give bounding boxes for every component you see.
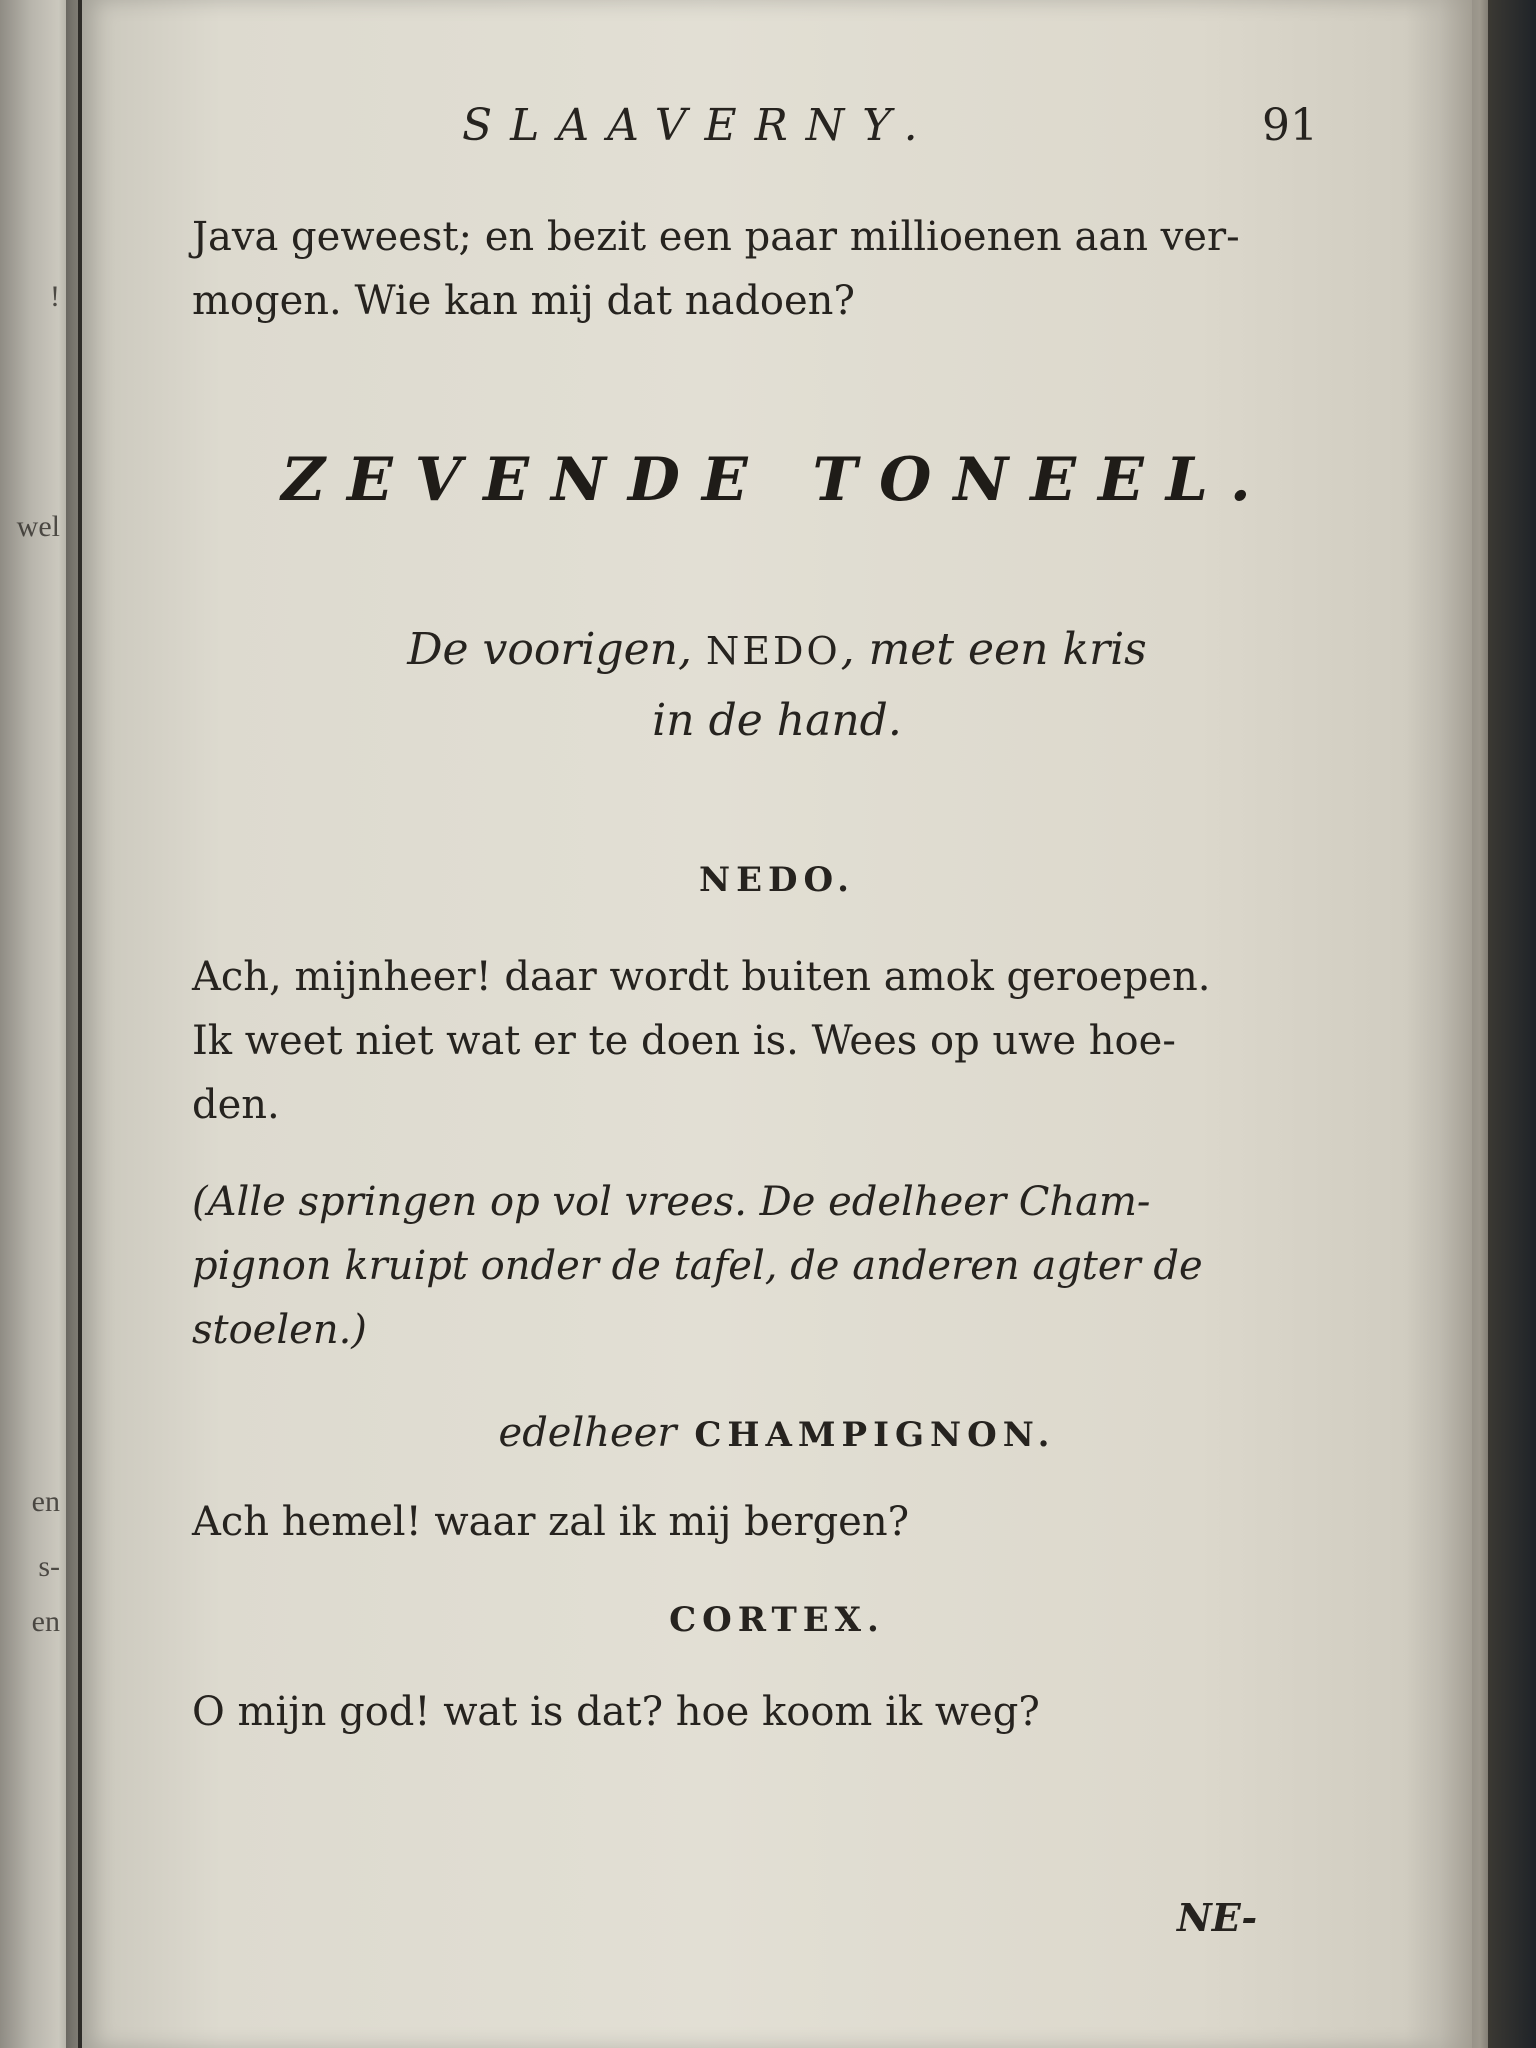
scene-direction-text: , met een kris <box>840 624 1147 675</box>
text-line: O mijn god! wat is dat? hoe koom ik weg? <box>192 1689 1040 1735</box>
text-line: stoelen.) <box>192 1307 367 1353</box>
speaker-name: NEDO. <box>699 860 855 900</box>
scene-heading: ZEVENDE TONEEL. <box>281 445 1273 515</box>
text-line: den. <box>192 1082 280 1128</box>
margin-fragment: s- <box>38 1550 60 1583</box>
scene-direction <box>82 615 1472 756</box>
speaker-name: CORTEX. <box>669 1600 885 1640</box>
margin-fragment: wel <box>16 510 60 543</box>
catchword: NE- <box>1177 1895 1258 1940</box>
margin-fragment: en <box>31 1605 60 1638</box>
scene-direction-text: in de hand. <box>652 695 902 746</box>
book-page <box>82 0 1472 2048</box>
margin-fragment: en <box>31 1485 60 1518</box>
speaker-prefix: edelheer <box>498 1410 677 1456</box>
scene-direction-text: De voorigen, <box>407 624 692 675</box>
opening-paragraph <box>192 205 1372 333</box>
speech-text <box>192 1490 1372 1554</box>
text-line: Ik weet niet wat er te doen is. Wees op uwe hoe- <box>192 1018 1176 1064</box>
margin-fragment: ! <box>50 280 60 313</box>
text-line: pignon kruipt onder de tafel, de anderen agter de <box>192 1243 1203 1289</box>
text-line: Ach, mijnheer! daar wordt buiten amok geroepen. <box>192 954 1211 1000</box>
text-line: mogen. Wie kan mij dat nadoen? <box>192 278 855 324</box>
character-name: NEDO <box>706 629 841 673</box>
text-line: Java geweest; en bezit een paar millioenen aan ver- <box>192 214 1240 260</box>
speaker-name: CHAMPIGNON. <box>694 1415 1056 1455</box>
book-binding <box>1488 0 1536 2048</box>
speaker-heading <box>82 1410 1472 1456</box>
running-head: SLAAVERNY. <box>462 100 936 151</box>
action-direction <box>192 1170 1372 1362</box>
text-line: Ach hemel! waar zal ik mij bergen? <box>192 1499 910 1545</box>
speech-text <box>192 945 1372 1137</box>
page-number: 91 <box>1262 100 1318 151</box>
speech-text <box>192 1680 1372 1744</box>
text-line: (Alle springen op vol vrees. De edelheer Cham- <box>192 1179 1151 1225</box>
